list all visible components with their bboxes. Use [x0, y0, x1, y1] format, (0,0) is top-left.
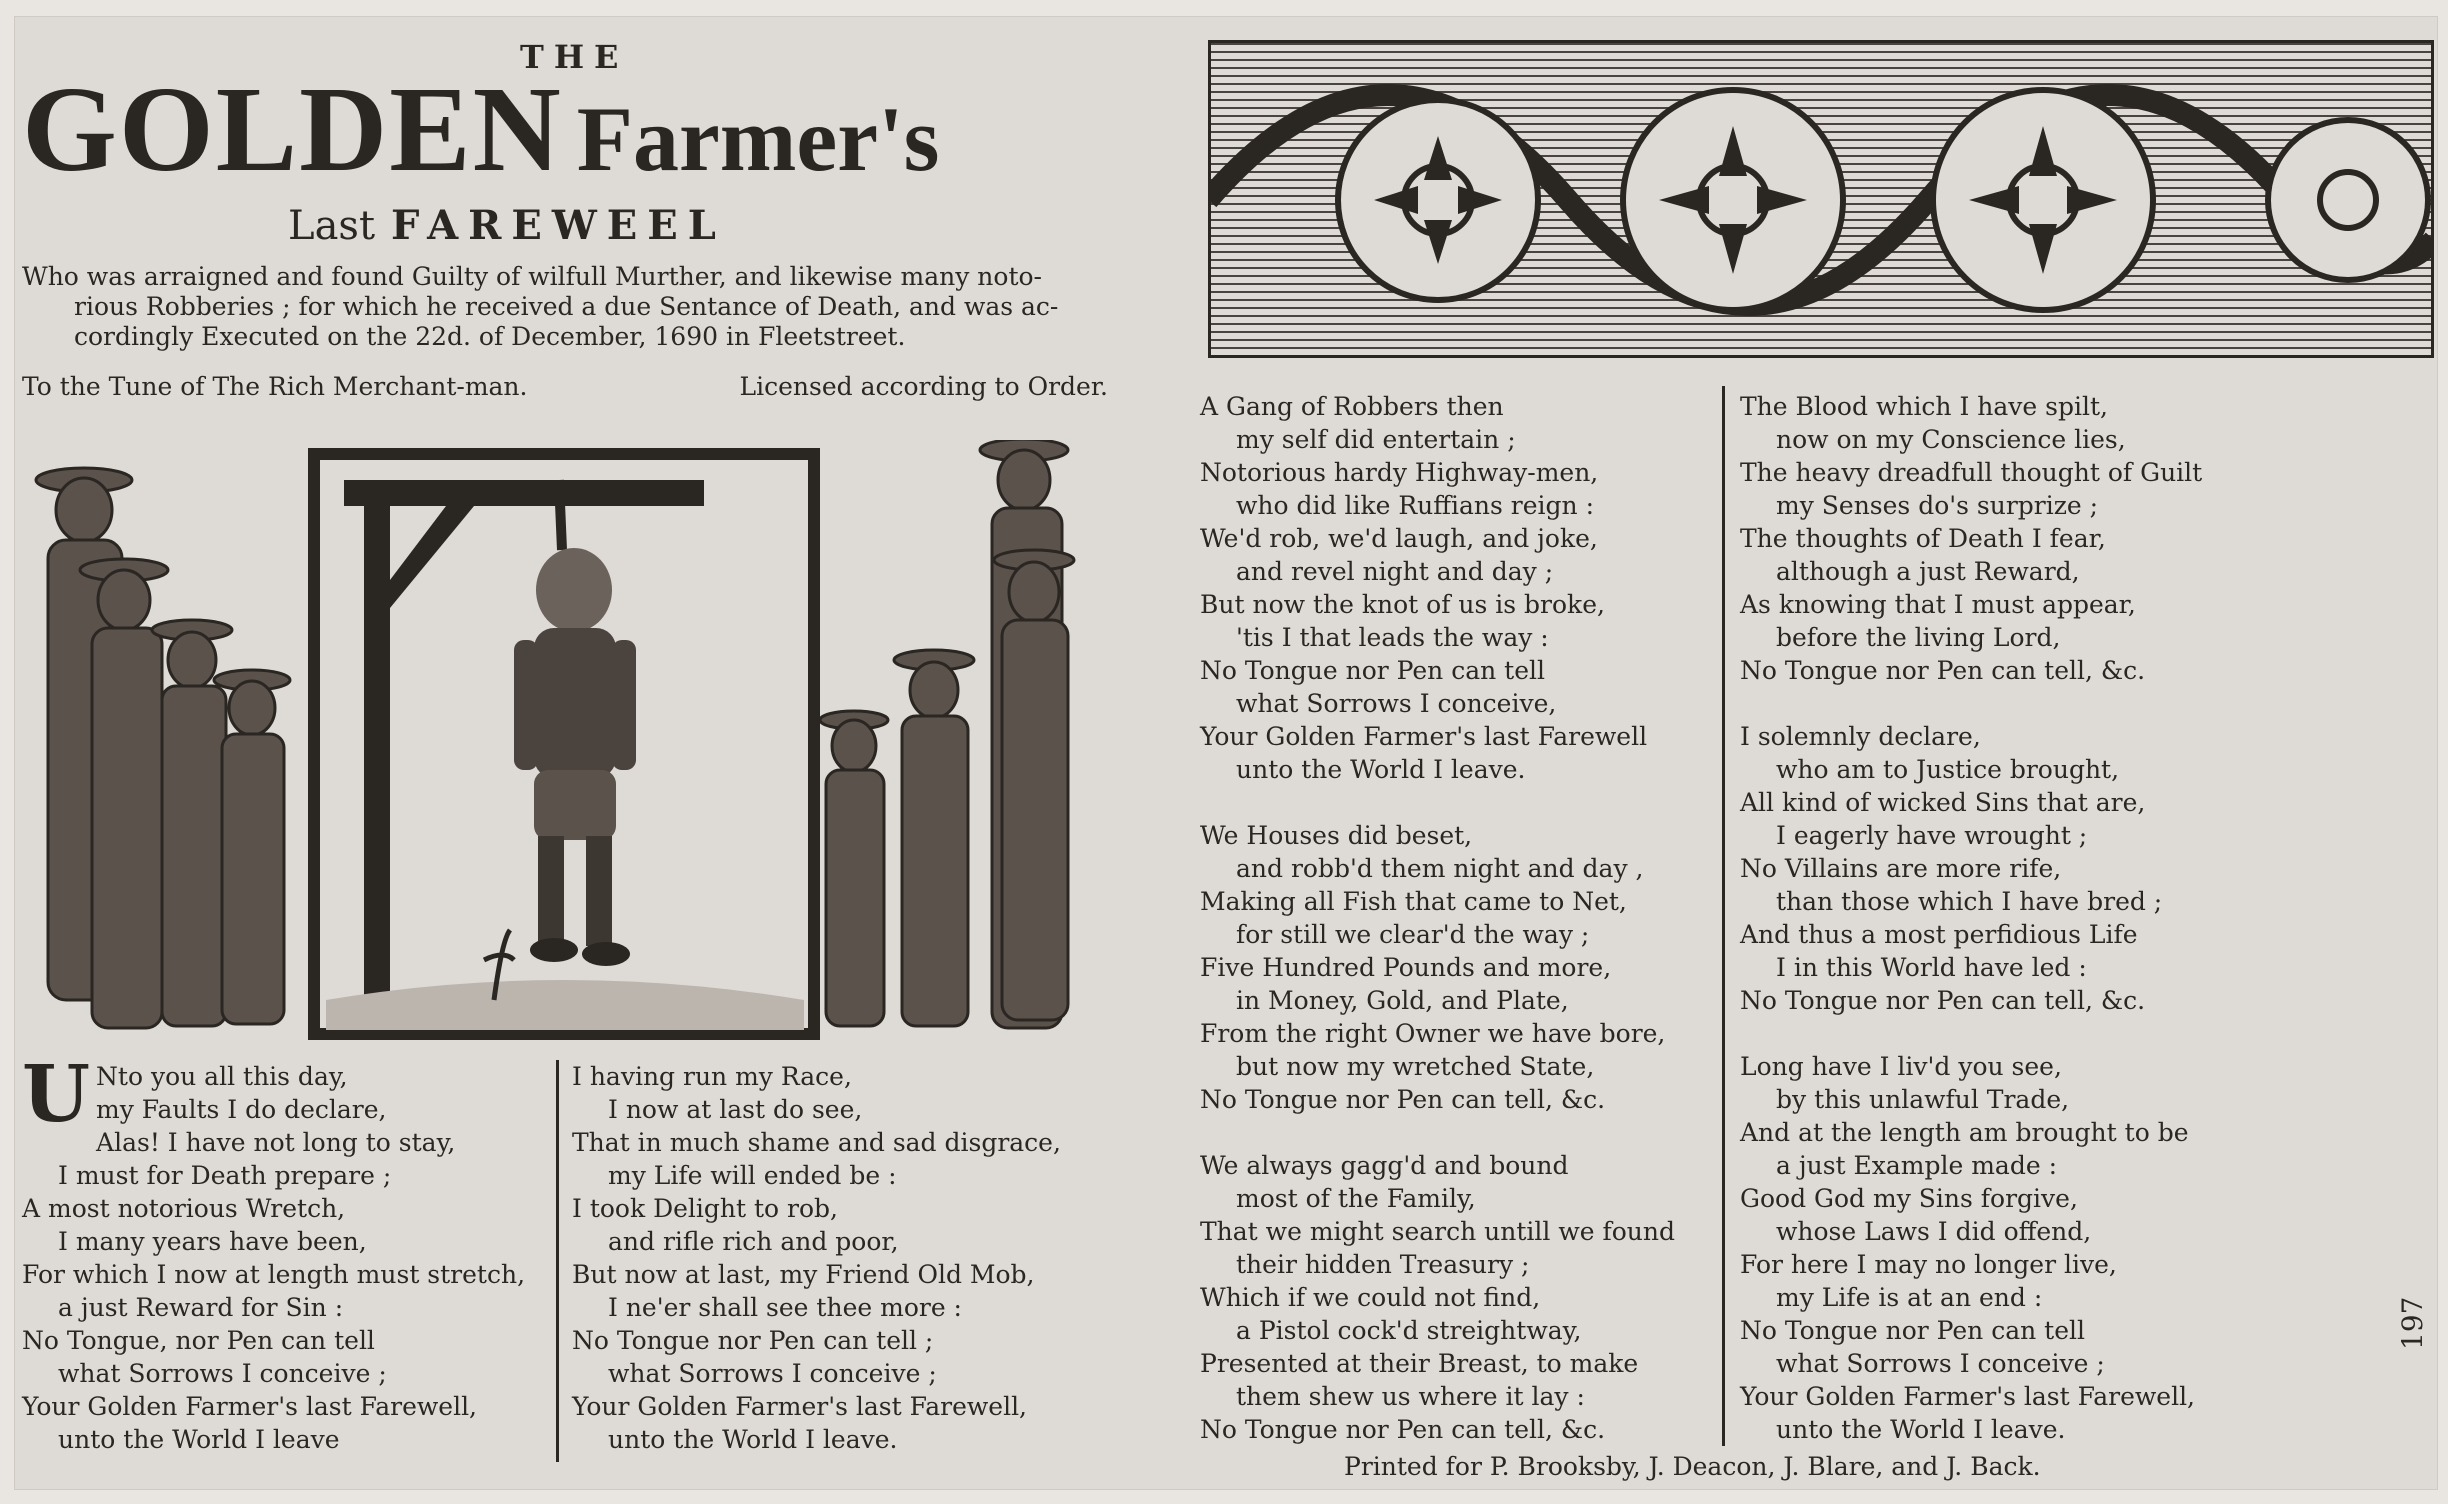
column-divider-right	[1722, 386, 1725, 1446]
verse-line: and robb'd them night and day ,	[1236, 854, 1644, 883]
stanza-gap	[1200, 786, 1675, 819]
verse-line: Alas! I have not long to stay,	[96, 1128, 456, 1157]
catalog-mark: 197	[2396, 1296, 2429, 1350]
verse-line: I having run my Race,	[572, 1062, 852, 1091]
verse-line: I now at last do see,	[608, 1095, 863, 1124]
subtitle-farewell: FAREWEEL	[391, 202, 726, 249]
verse-line: but now my wretched State,	[1236, 1052, 1595, 1081]
verse-line: a just Reward for Sin :	[58, 1293, 344, 1322]
verse-line: Making all Fish that came to Net,	[1200, 887, 1627, 916]
verse-line: From the right Owner we have bore,	[1200, 1019, 1666, 1048]
rosette-4	[2268, 120, 2428, 280]
verse-line: Notorious hardy Highway-men,	[1200, 458, 1599, 487]
verse-line: Good God my Sins forgive,	[1740, 1184, 2078, 1213]
verse-line: my self did entertain ;	[1236, 425, 1516, 454]
verse-line: No Tongue nor Pen can tell ;	[572, 1326, 934, 1355]
verse-line: than those which I have bred ;	[1776, 887, 2163, 916]
gallows-beam	[344, 480, 704, 506]
verse-line: unto the World I leave.	[608, 1425, 898, 1454]
verse-line: We always gagg'd and bound	[1200, 1151, 1569, 1180]
verse-line: my Senses do's surprize ;	[1776, 491, 2099, 520]
verse-column-2	[572, 1060, 1061, 1456]
rosette-3	[1933, 90, 2153, 310]
verse-line: before the living Lord,	[1776, 623, 2061, 652]
verse-line: by this unlawful Trade,	[1776, 1085, 2070, 1114]
title-the: THE	[520, 38, 629, 76]
verse-line: who did like Ruffians reign :	[1236, 491, 1595, 520]
hanged-figure	[514, 548, 636, 966]
gallows-woodcut	[14, 440, 1094, 1050]
tune-line	[22, 372, 1108, 401]
verse-line: 'tis I that leads the way :	[1236, 623, 1549, 652]
verse-line: Presented at their Breast, to make	[1200, 1349, 1639, 1378]
stanza-gap	[1740, 1017, 2202, 1050]
title-farmers: Farmer's	[576, 88, 940, 190]
verse-line: what Sorrows I conceive ;	[58, 1359, 387, 1388]
verse-line: who am to Justice brought,	[1776, 755, 2120, 784]
right-crowd	[820, 440, 1074, 1028]
subtitle-last: Last	[288, 203, 376, 249]
intro-line-1: Who was arraigned and found Guilty of wilfull Murther, and likewise many noto-	[22, 262, 1042, 291]
verse-line: I many years have been,	[58, 1227, 367, 1256]
verse-line: The heavy dreadfull thought of Guilt	[1740, 458, 2203, 487]
main-title	[22, 60, 939, 200]
stanza-gap	[1200, 1116, 1675, 1149]
verse-line: Your Golden Farmer's last Farewell	[1200, 722, 1648, 751]
verse-line: For here I may no longer live,	[1740, 1250, 2117, 1279]
stanza-gap	[1740, 687, 2202, 720]
verse-line: All kind of wicked Sins that are,	[1740, 788, 2146, 817]
verse-line: what Sorrows I conceive ;	[1776, 1349, 2105, 1378]
column-divider-left	[556, 1060, 559, 1462]
verse-line: Five Hundred Pounds and more,	[1200, 953, 1612, 982]
verse-column-3	[1200, 390, 1675, 1446]
verse-line: I ne'er shall see thee more :	[608, 1293, 962, 1322]
verse-line: No Tongue nor Pen can tell, &c.	[1740, 986, 2146, 1015]
verse-line: unto the World I leave.	[1776, 1415, 2066, 1444]
verse-column-4	[1740, 390, 2202, 1446]
subtitle	[288, 202, 726, 249]
intro-line-2: rious Robberies ; for which he received a due Sentance of Death, and was ac-	[74, 292, 1059, 321]
verse-line: Long have I liv'd you see,	[1740, 1052, 2062, 1081]
verse-line: now on my Conscience lies,	[1776, 425, 2126, 454]
verse-line: No Tongue, nor Pen can tell	[22, 1326, 375, 1355]
verse-line: my Life is at an end :	[1776, 1283, 2043, 1312]
verse-line: what Sorrows I conceive ;	[608, 1359, 937, 1388]
verse-line: what Sorrows I conceive,	[1236, 689, 1557, 718]
verse-line: and revel night and day ;	[1236, 557, 1554, 586]
verse-line: The thoughts of Death I fear,	[1740, 524, 2106, 553]
verse-line: We'd rob, we'd laugh, and joke,	[1200, 524, 1598, 553]
verse-line: But now at last, my Friend Old Mob,	[572, 1260, 1035, 1289]
verse-line: But now the knot of us is broke,	[1200, 590, 1605, 619]
verse-line: That in much shame and sad disgrace,	[572, 1128, 1061, 1157]
verse-line: I took Delight to rob,	[572, 1194, 838, 1223]
verse-line: A Gang of Robbers then	[1200, 392, 1504, 421]
drop-cap: U	[22, 1049, 91, 1140]
rosette-1	[1338, 100, 1538, 300]
verse-line: Nto you all this day,	[96, 1062, 348, 1091]
gallows-brace	[390, 506, 474, 608]
verse-line: Your Golden Farmer's last Farewell,	[22, 1392, 478, 1421]
verse-line: I in this World have led :	[1776, 953, 2087, 982]
verse-line: Which if we could not find,	[1200, 1283, 1541, 1312]
verse-line: unto the World I leave.	[1236, 755, 1526, 784]
verse-line: As knowing that I must appear,	[1740, 590, 2136, 619]
verse-line: for still we clear'd the way ;	[1236, 920, 1590, 949]
verse-line: Your Golden Farmer's last Farewell,	[572, 1392, 1028, 1421]
verse-line: No Tongue nor Pen can tell	[1740, 1316, 2085, 1345]
verse-line: Your Golden Farmer's last Farewell,	[1740, 1382, 2196, 1411]
verse-line: them shew us where it lay :	[1236, 1382, 1585, 1411]
verse-line: No Tongue nor Pen can tell, &c.	[1200, 1085, 1606, 1114]
verse-line: A most notorious Wretch,	[22, 1194, 346, 1223]
verse-line: in Money, Gold, and Plate,	[1236, 986, 1569, 1015]
left-crowd	[36, 468, 290, 1028]
verse-line: And thus a most perfidious Life	[1740, 920, 2138, 949]
verse-line: and rifle rich and poor,	[608, 1227, 899, 1256]
verse-line: I eagerly have wrought ;	[1776, 821, 2088, 850]
verse-line: I must for Death prepare ;	[58, 1161, 392, 1190]
verse-line: their hidden Treasury ;	[1236, 1250, 1530, 1279]
verse-line: a just Example made :	[1776, 1151, 2058, 1180]
verse-line: my Life will ended be :	[608, 1161, 897, 1190]
verse-line: For which I now at length must stretch,	[22, 1260, 526, 1289]
verse-column-1	[22, 1049, 526, 1456]
tune-name: To the Tune of The Rich Merchant-man.	[22, 372, 528, 401]
verse-line: whose Laws I did offend,	[1776, 1217, 2092, 1246]
verse-line: although a just Reward,	[1776, 557, 2080, 586]
rosette-2	[1623, 90, 1843, 310]
verse-line: most of the Family,	[1236, 1184, 1476, 1213]
printer-imprint: Printed for P. Brooksby, J. Deacon, J. Blare, and J. Back.	[1344, 1452, 2041, 1481]
verse-line: No Villains are more rife,	[1740, 854, 2062, 883]
verse-line: No Tongue nor Pen can tell, &c.	[1740, 656, 2146, 685]
verse-line: That we might search untill we found	[1200, 1217, 1675, 1246]
verse-line: I solemnly declare,	[1740, 722, 1981, 751]
verse-line: my Faults I do declare,	[96, 1095, 387, 1124]
title-golden: GOLDEN	[22, 62, 563, 197]
verse-line: We Houses did beset,	[1200, 821, 1473, 850]
intro-line-3: cordingly Executed on the 22d. of December, 1690 in Fleetstreet.	[74, 322, 906, 351]
intro-paragraph	[22, 262, 1102, 352]
verse-line: The Blood which I have spilt,	[1740, 392, 2108, 421]
verse-line: No Tongue nor Pen can tell	[1200, 656, 1545, 685]
verse-line: unto the World I leave	[58, 1425, 340, 1454]
rope	[559, 480, 562, 550]
verse-line: And at the length am brought to be	[1740, 1118, 2189, 1147]
gallows-post	[364, 500, 390, 1000]
license-note: Licensed according to Order.	[739, 372, 1108, 401]
ground	[326, 980, 804, 1030]
verse-line: No Tongue nor Pen can tell, &c.	[1200, 1415, 1606, 1444]
verse-line: a Pistol cock'd streightway,	[1236, 1316, 1582, 1345]
ornamental-border	[1208, 40, 2434, 358]
